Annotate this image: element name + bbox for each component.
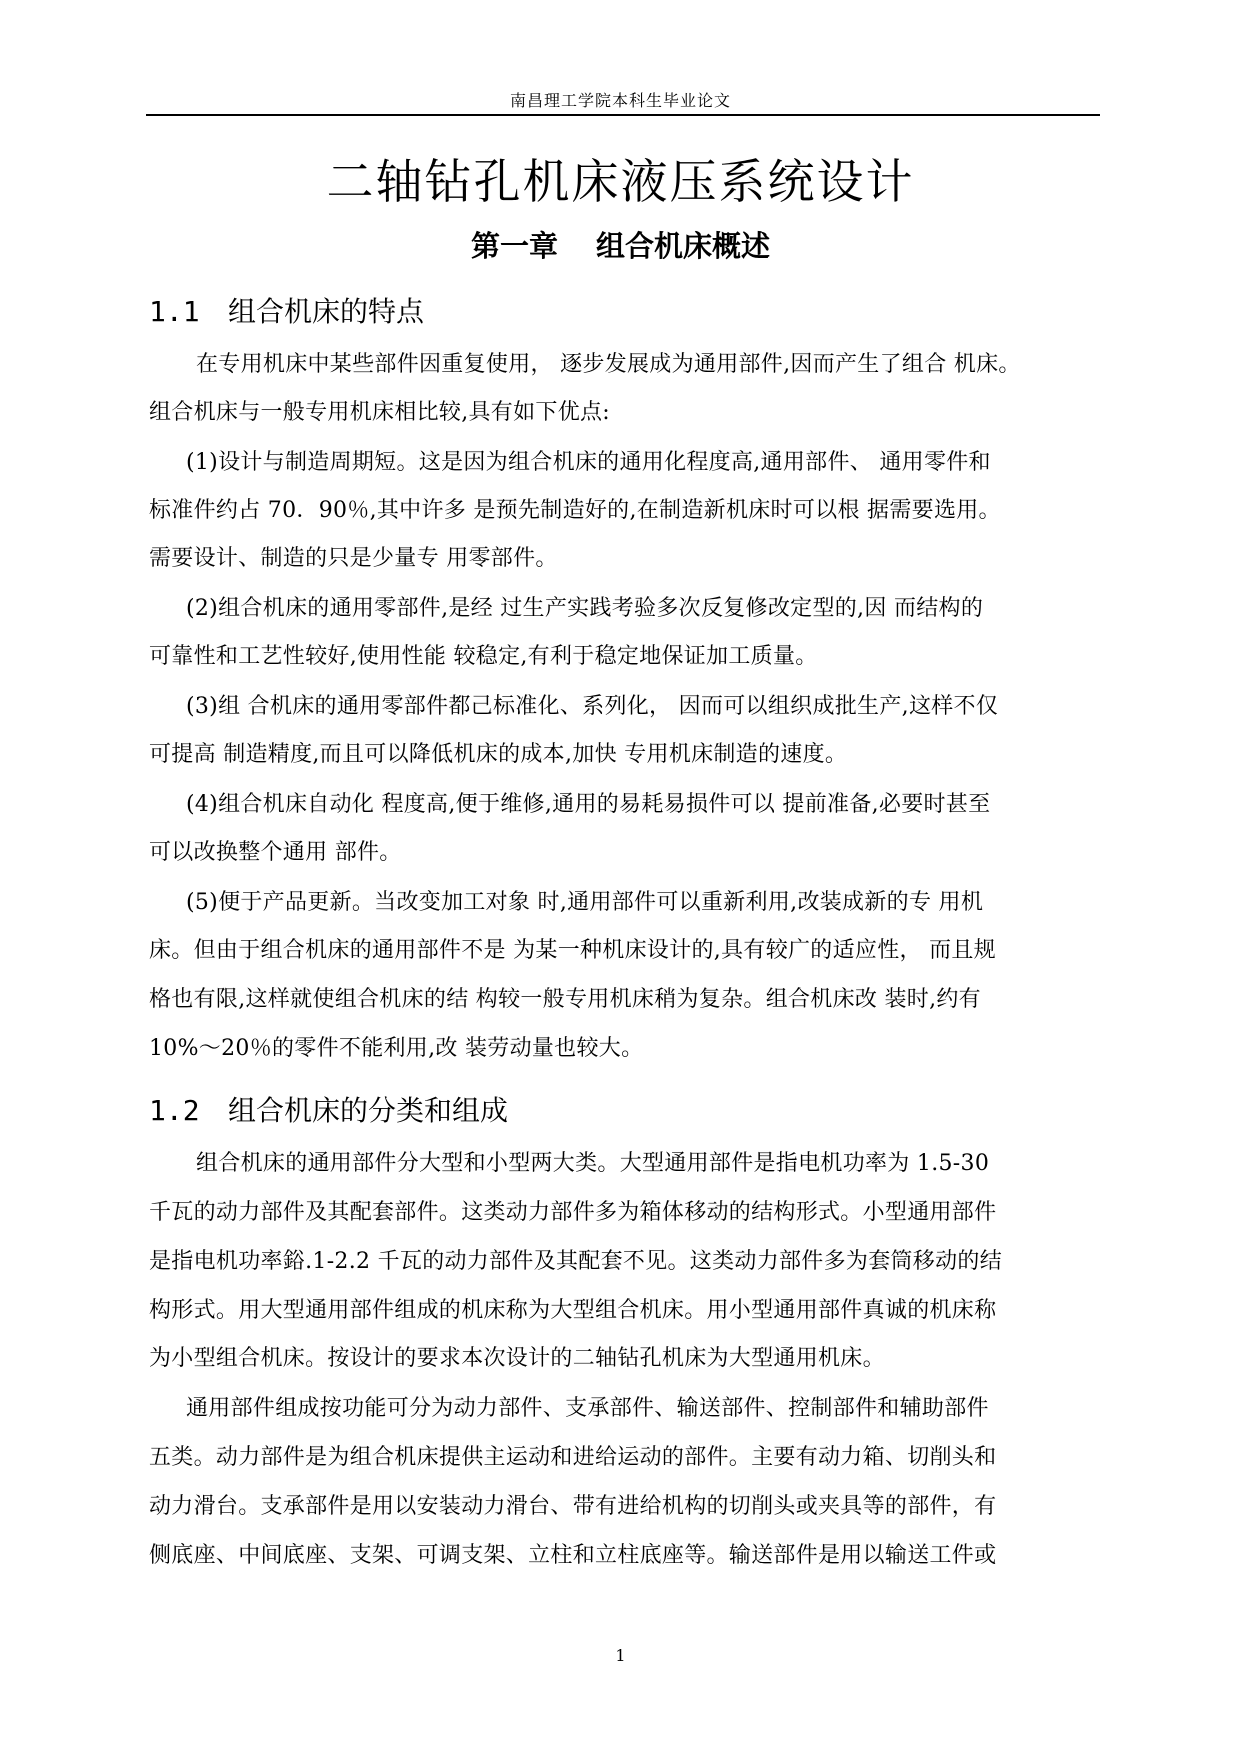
section-title-text: 组合机床的分类和组成 bbox=[228, 1094, 509, 1127]
paragraph-line: (3)组 合机床的通用零部件都己标准化、系列化， 因而可以组织成批生产,这样不仅 bbox=[186, 694, 999, 719]
paragraph-line: (5)便于产品更新。当改变加工对象 时,通用部件可以重新利用,改装成新的专 用机 bbox=[186, 890, 984, 915]
paragraph-line: 是指电机功率鋊.1-2.2 千瓦的动力部件及其配套不见。这类动力部件多为套筒移动的结 bbox=[149, 1249, 1003, 1274]
paragraph-line: (2)组合机床的通用零部件,是经 过生产实践考验多次反复修改定型的,因 而结构的 bbox=[186, 596, 984, 621]
paragraph-line: 可提高 制造精度,而且可以降低机床的成本,加快 专用机床制造的速度。 bbox=[149, 742, 848, 767]
section-title-text: 组合机床的特点 bbox=[228, 295, 425, 328]
section-heading-1-1 bbox=[149, 292, 424, 332]
paragraph-line: 五类。动力部件是为组合机床提供主运动和进给运动的部件。主要有动力箱、切削头和 bbox=[149, 1445, 997, 1470]
paragraph-line: (1)设计与制造周期短。这是因为组合机床的通用化程度高,通用部件、 通用零件和 bbox=[186, 450, 991, 475]
paragraph-line: 动力滑台。支承部件是用以安装动力滑台、带有进给机构的切削头或夹具等的部件，有 bbox=[149, 1494, 997, 1519]
page-number: 1 bbox=[615, 1646, 626, 1665]
paragraph-line: (4)组合机床自动化 程度高,便于维修,通用的易耗易损件可以 提前准备,必要时甚至 bbox=[186, 792, 991, 817]
section-heading-1-2 bbox=[149, 1091, 508, 1131]
paragraph-line: 10%～20％的零件不能利用,改 装劳动量也较大。 bbox=[149, 1036, 644, 1061]
document-title: 二轴钻孔机床液压系统设计 bbox=[326, 155, 915, 210]
paragraph-line: 需要设计、制造的只是少量专 用零部件。 bbox=[149, 546, 558, 571]
paragraph-line: 通用部件组成按功能可分为动力部件、支承部件、输送部件、控制部件和辅助部件 bbox=[186, 1396, 989, 1421]
chapter-name: 组合机床概述 bbox=[596, 229, 771, 263]
paragraph-line: 为小型组合机床。按设计的要求本次设计的二轴钻孔机床为大型通用机床。 bbox=[149, 1346, 885, 1371]
paragraph-line: 床。但由于组合机床的通用部件不是 为某一种机床设计的,具有较广的适应性， 而且规 bbox=[149, 938, 996, 963]
chapter-number: 第一章 bbox=[470, 229, 558, 263]
paragraph-line: 标准件约占 70．90％,其中许多 是预先制造好的,在制造新机床时可以根 据需要选用。 bbox=[149, 498, 1001, 523]
paragraph-line: 格也有限,这样就使组合机床的结 构较一般专用机床稍为复杂。组合机床改 装时,约有 bbox=[149, 987, 981, 1012]
paragraph-line: 可以改换整个通用 部件。 bbox=[149, 840, 402, 865]
section-number: 1.1 bbox=[149, 295, 200, 328]
header-rule bbox=[146, 114, 1100, 116]
paragraph-line: 可靠性和工艺性较好,使用性能 较稳定,有利于稳定地保证加工质量。 bbox=[149, 644, 818, 669]
paragraph-line: 千瓦的动力部件及其配套部件。这类动力部件多为箱体移动的结构形式。小型通用部件 bbox=[149, 1200, 997, 1225]
paragraph-line: 构形式。用大型通用部件组成的机床称为大型组合机床。用小型通用部件真诚的机床称 bbox=[149, 1298, 997, 1323]
chapter-title bbox=[0, 225, 1241, 267]
running-header: 南昌理工学院本科生毕业论文 bbox=[509, 91, 731, 110]
paragraph-line: 侧底座、中间底座、支架、可调支架、立柱和立柱底座等。输送部件是用以输送工件或 bbox=[149, 1543, 997, 1568]
section-number: 1.2 bbox=[149, 1094, 200, 1127]
paragraph-line: 组合机床与一般专用机床相比较,具有如下优点: bbox=[149, 400, 611, 425]
paragraph-line: 在专用机床中某些部件因重复使用， 逐步发展成为通用部件,因而产生了组合 机床。 bbox=[196, 352, 1021, 377]
paragraph-line: 组合机床的通用部件分大型和小型两大类。大型通用部件是指电机功率为 1.5-30 bbox=[196, 1151, 990, 1176]
